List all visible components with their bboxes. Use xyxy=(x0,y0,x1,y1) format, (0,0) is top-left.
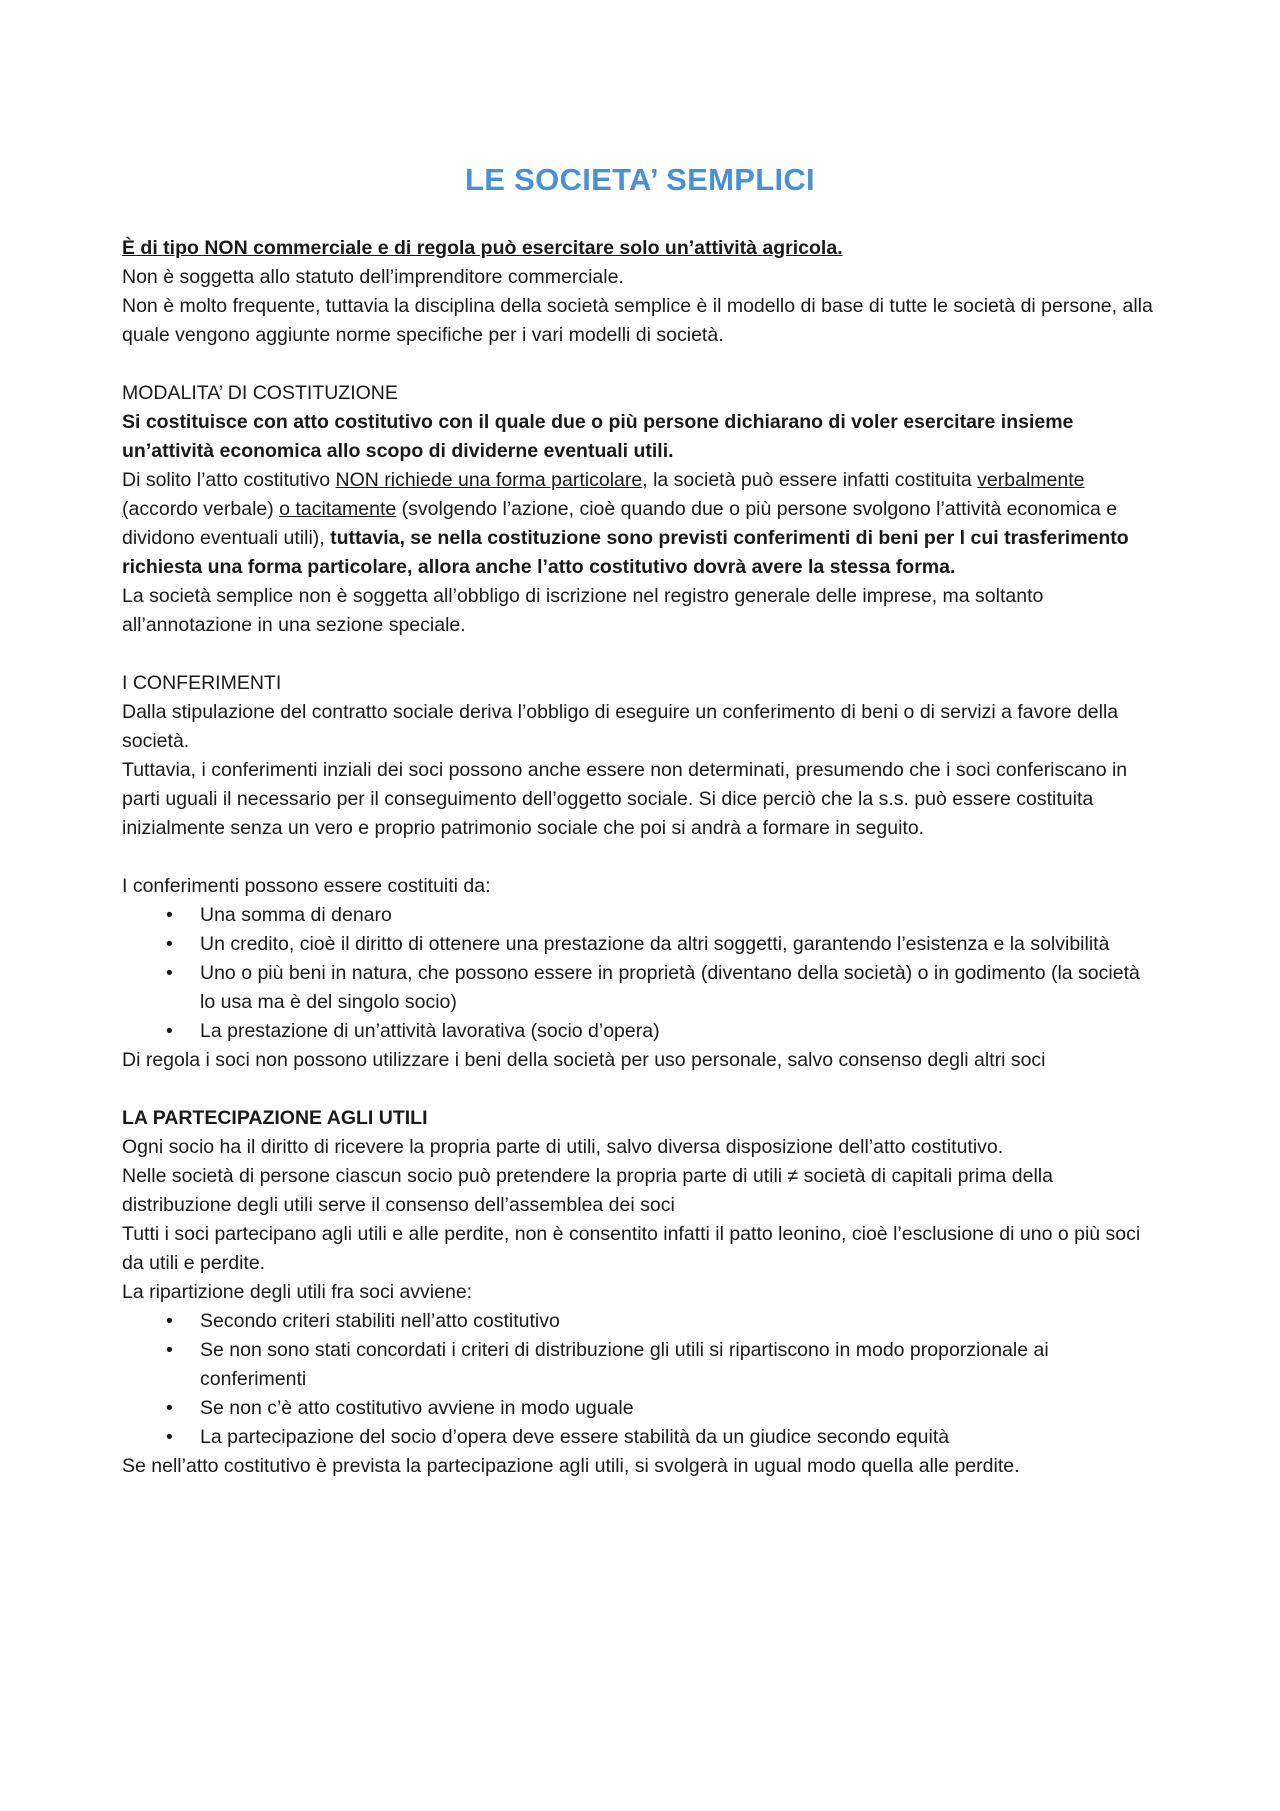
list-item xyxy=(166,901,1158,930)
intro-line-2: Non è molto frequente, tuttavia la disciplina della società semplice è il modello di base di tutte le società di persone, alla quale vengono aggiunte norme specifiche per i vari modelli di società. xyxy=(122,295,1153,346)
conferimenti-list-intro: I conferimenti possono essere costituiti da: xyxy=(122,875,491,897)
bullet-icon: • xyxy=(166,1397,173,1419)
utili-list-intro: La ripartizione degli utili fra soci avviene: xyxy=(122,1281,473,1303)
bullet-icon: • xyxy=(166,962,173,984)
intro-line-1: Non è soggetta allo statuto dell’imprenditore commerciale. xyxy=(122,266,624,288)
conferimenti-paragraph-2: Tuttavia, i conferimenti inziali dei soci possono anche essere non determinati, presumendo che i soci conferiscano in parti uguali il necessario per il conseguimento dell’oggetto sociale. Si dice perciò che la s.s. può essere costituita inizialmente senza un vero e proprio patrimonio sociale che poi si andrà a formare in seguito. xyxy=(122,759,1128,839)
list-item-text: La prestazione di un’attività lavorativa (socio d’opera) xyxy=(200,1020,660,1042)
conferimenti-closing: Di regola i soci non possono utilizzare i beni della società per uso personale, salvo consenso degli altri soci xyxy=(122,1049,1046,1071)
utili-paragraph-1: Ogni socio ha il diritto di ricevere la propria parte di utili, salvo diversa disposizione dell’atto costitutivo. xyxy=(122,1136,1004,1158)
text-run: (svolgendo l’azione, cioè quando due o più persone svolgono l’attività economica e dividono eventuali utili), xyxy=(122,498,1118,549)
list-item xyxy=(166,959,1158,1017)
bullet-icon: • xyxy=(166,933,173,955)
list-item xyxy=(166,1423,1158,1452)
utili-closing: Se nell’atto costitutivo è prevista la partecipazione agli utili, si svolgerà in ugual modo quella alle perdite. xyxy=(122,1455,1020,1477)
list-item-text: Se non c’è atto costitutivo avviene in modo uguale xyxy=(200,1397,634,1419)
costituzione-definition: Si costituisce con atto costitutivo con il quale due o più persone dichiarano di voler esercitare insieme un’attività economica allo scopo di dividerne eventuali utili. xyxy=(122,411,1074,462)
bullet-icon: • xyxy=(166,1020,173,1042)
list-item xyxy=(166,1307,1158,1336)
bold-text: tuttavia, se nella costituzione sono previsti conferimenti di beni per l cui trasferimento richiesta una forma particolare, allora anche l’atto costitutivo dovrà avere la stessa forma. xyxy=(122,527,1129,578)
list-item-text: Secondo criteri stabiliti nell’atto costitutivo xyxy=(200,1310,560,1332)
section-heading-costituzione: MODALITA’ DI COSTITUZIONE xyxy=(122,382,398,404)
intro-lead-text: È di tipo NON commerciale e di regola può esercitare solo un’attività agricola. xyxy=(122,237,843,259)
list-item-text: Se non sono stati concordati i criteri di distribuzione gli utili si ripartiscono in modo proporzionale ai conferimenti xyxy=(200,1339,1049,1390)
list-item-text: La partecipazione del socio d’opera deve essere stabilità da un giudice secondo equità xyxy=(200,1426,950,1448)
section-heading-utili: LA PARTECIPAZIONE AGLI UTILI xyxy=(122,1107,428,1129)
text-run: accordo verbale) xyxy=(128,498,280,520)
costituzione-paragraph xyxy=(122,466,1158,582)
underlined-text: NON richiede una forma particolare xyxy=(335,469,643,491)
bullet-icon: • xyxy=(166,1310,173,1332)
list-item xyxy=(166,1394,1158,1423)
text-run: Di solito l’atto costitutivo xyxy=(122,469,336,491)
section-heading-conferimenti: I CONFERIMENTI xyxy=(122,672,282,694)
conferimenti-list xyxy=(122,901,1158,1046)
intro-lead xyxy=(122,234,1158,263)
list-item xyxy=(166,930,1158,959)
text-run: , la società può essere infatti costituita xyxy=(642,469,978,491)
list-item-text: Una somma di denaro xyxy=(200,904,392,926)
utili-paragraph-2: Nelle società di persone ciascun socio può pretendere la propria parte di utili ≠ società di capitali prima della distribuzione degli utili serve il consenso dell’assemblea dei soci xyxy=(122,1165,1053,1216)
bullet-icon: • xyxy=(166,1339,173,1361)
utili-paragraph-3: Tutti i soci partecipano agli utili e alle perdite, non è consentito infatti il patto leonino, cioè l’esclusione di uno o più soci da utili e perdite. xyxy=(122,1223,1141,1274)
page-title: LE SOCIETA’ SEMPLICI xyxy=(465,162,815,197)
list-item-text: Un credito, cioè il diritto di ottenere una prestazione da altri soggetti, garantendo l’esistenza e la solvibilità xyxy=(200,933,1110,955)
utili-list xyxy=(122,1307,1158,1452)
costituzione-registration: La società semplice non è soggetta all’obbligo di iscrizione nel registro generale delle imprese, ma soltanto all’annotazione in una sezione speciale. xyxy=(122,585,1044,636)
list-item-text: Uno o più beni in natura, che possono essere in proprietà (diventano della società) o in godimento (la società lo usa ma è del singolo socio) xyxy=(200,962,1140,1013)
bullet-icon: • xyxy=(166,904,173,926)
underlined-text: verbalmente ( xyxy=(122,469,1085,520)
underlined-text: o tacitamente xyxy=(279,498,397,520)
list-item xyxy=(166,1336,1158,1394)
conferimenti-paragraph-1: Dalla stipulazione del contratto sociale deriva l’obbligo di eseguire un conferimento di beni o di servizi a favore della società. xyxy=(122,701,1119,752)
list-item xyxy=(166,1017,1158,1046)
bullet-icon: • xyxy=(166,1426,173,1448)
